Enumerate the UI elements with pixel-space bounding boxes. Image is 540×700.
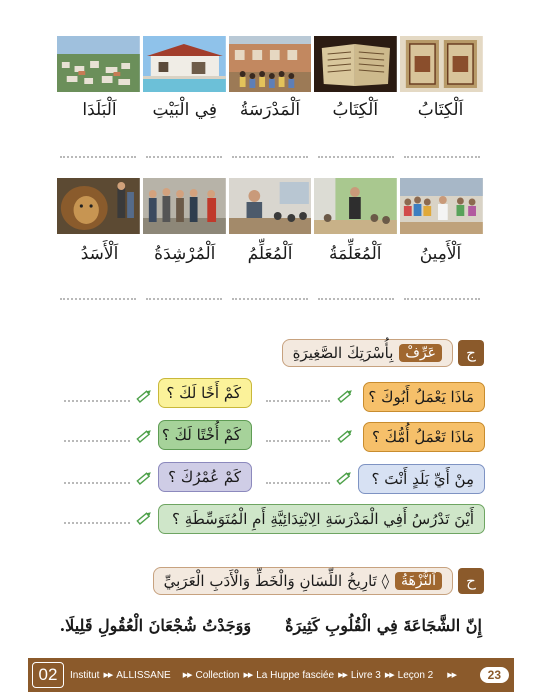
page-number-right: 23 [480,667,509,683]
section-letter: ج [458,340,484,366]
word-1: اَلْكِتَابُ [417,100,464,120]
footer-collection: Collection [195,669,240,681]
section-letter: ح [458,568,484,594]
word-row-2 [57,244,483,264]
question-box-sisters: كَمْ أُخْتًا لَكَ ؟ [158,420,252,450]
pencil-icon [334,468,354,488]
word-9: اَلْمُرْشِدَةُ [154,244,216,264]
school-photo [229,36,312,92]
double-arrow-icon: ▶▶ [338,672,347,679]
word-5: اَلْبَلَدَا [82,100,117,120]
answer-blank[interactable] [318,298,394,300]
answer-line[interactable] [64,522,130,524]
double-arrow-icon: ▶▶ [447,672,457,679]
proverb-verse [60,616,482,635]
proverb-second-half: وَوَجَدْتُ شُجْعَانَ الْعُقُولِ قَلِيلَا. [59,616,252,635]
question-box-age: كَمْ عُمْرُكَ ؟ [158,462,252,492]
pencil-icon [134,386,154,406]
question-box-mother: مَاذَا تَعْمَلُ أُمُّكَ ؟ [363,422,485,452]
answer-blank[interactable] [404,298,480,300]
answer-blank[interactable] [232,298,308,300]
teacher-woman-photo [314,178,397,234]
answer-dots-row-2 [60,298,480,300]
word-4: فِي الْبَيْتِ [152,100,218,120]
section-title-text: بِأُسْرَتِكَ الصَّغِيرَةِ [292,344,394,362]
question-box-school: أَيْنَ تَدْرُسُ أَفِي الْمَدْرَسَةِ الِابْتِدَائِيَّةِ أَمِ الْمُتَوَسِّطَةِ ؟ [158,504,485,534]
answer-blank[interactable] [60,156,136,158]
pencil-icon [134,508,154,528]
question-box-father: مَاذَا يَعْمَلُ أَبُوكَ ؟ [363,382,485,412]
word-3: اَلْمَدْرَسَةُ [239,100,301,120]
pencil-icon [134,426,154,446]
section-title-text: ◊ تَارِيخُ اللِّسَانِ وَالْخَطِّ وَالْأَدَبِ الْعَرَبِيِّ [163,572,389,590]
footer-brand: ALLISSANE [116,669,171,681]
word-10: اَلْأَسَدُ [80,244,119,264]
page-number-left: 02 [32,662,64,688]
section-h-header [153,566,484,596]
double-arrow-icon: ▶▶ [384,672,394,679]
answer-line[interactable] [266,440,330,442]
word-7: اَلْمُعَلِّمَةُ [328,244,382,264]
double-arrow-icon: ▶▶ [103,672,113,679]
lion-photo [57,178,140,234]
answer-blank[interactable] [146,156,222,158]
section-title [153,567,453,595]
answer-line[interactable] [266,400,330,402]
footer-series: La Huppe fasciée [256,669,335,681]
word-8: اَلْمُعَلِّمُ [247,244,293,264]
answer-dots-row-1 [60,156,480,158]
house-photo [143,36,226,92]
answer-blank[interactable] [318,156,394,158]
answer-blank[interactable] [232,156,308,158]
teacher-man-photo [229,178,312,234]
footer-lesson: Leçon 2 [397,669,434,681]
footer-institute: Institut [70,669,100,681]
page-footer [28,658,514,692]
classroom-kids-photo [400,178,483,234]
answer-blank[interactable] [404,156,480,158]
word-6: اَلْأَمِينُ [419,244,462,264]
guide-group-photo [143,178,226,234]
question-box-country: مِنْ أَيِّ بَلَدٍ أَنْتَ ؟ [358,464,485,494]
photo-row-2 [57,178,483,234]
old-book-photo [314,36,397,92]
proverb-first-half: إِنّ الشَّجَاعَةَ فِي الْقُلُوبِ كَثِيرَةٌ [285,616,482,635]
word-row-1 [57,100,483,120]
double-arrow-icon: ▶▶ [243,672,253,679]
answer-line[interactable] [64,482,130,484]
section-title-badge: عَرِّفْ [399,344,442,362]
footer-book: Livre 3 [350,669,381,681]
answer-line[interactable] [266,482,330,484]
section-j-header [282,338,484,368]
section-title-badge: اَلنُّزْهَةُ [395,572,442,590]
pencil-icon [335,386,355,406]
manuscript-photo [400,36,483,92]
pencil-icon [134,468,154,488]
question-box-brothers: كَمْ أَخًا لَكَ ؟ [158,378,252,408]
photo-row-1 [57,36,483,92]
double-arrow-icon: ▶▶ [182,672,192,679]
pencil-icon [335,426,355,446]
answer-line[interactable] [64,400,130,402]
word-2: اَلْكِتَابُ [332,100,379,120]
answer-blank[interactable] [60,298,136,300]
section-title [282,339,453,367]
town-photo [57,36,140,92]
answer-blank[interactable] [146,298,222,300]
answer-line[interactable] [64,440,130,442]
